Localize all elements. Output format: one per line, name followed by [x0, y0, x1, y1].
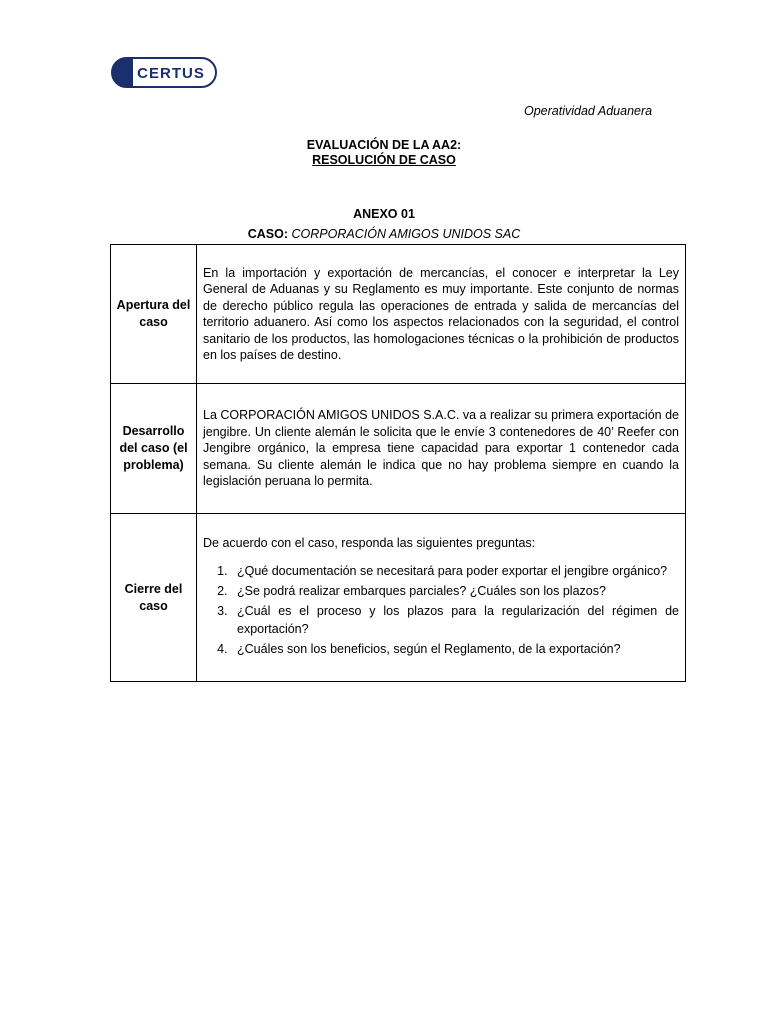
row-text-desarrollo	[197, 384, 686, 514]
logo-text: CERTUS	[137, 65, 205, 82]
case-label: CASO:	[247, 227, 289, 241]
resolution-subtitle: RESOLUCIÓN DE CASO	[312, 153, 456, 167]
questions-intro: De acuerdo con el caso, responda las siguientes preguntas:	[203, 536, 536, 551]
question-item: 3. ¿Cuál es el proceso y los plazos para la regularización del régimen de exportación?	[231, 602, 679, 638]
certus-logo	[111, 57, 217, 88]
question-item: 1. ¿Qué documentación se necesitará para poder exportar el jengibre orgánico?	[231, 562, 679, 580]
case-name: CORPORACIÓN AMIGOS UNIDOS SAC	[291, 227, 521, 241]
apertura-paragraph: En la importación y exportación de mercancías, el conocer e interpretar la Ley General de Aduanas y su Reglamento es muy importante. Este conjunto de normas de derecho público regula las operaciones de entrada y salida de mercancías del territorio aduanero. Así como los aspectos relacionados con la seguridad, el control sanitario de los productos, las homologaciones técnicas o la prohibición de productos en los países de destino.	[203, 265, 679, 362]
table-row	[111, 514, 686, 682]
row-text-apertura	[197, 245, 686, 384]
question-item: 4. ¿Cuáles son los beneficios, según el Reglamento, de la exportación?	[231, 640, 679, 658]
row-label-cierre: Cierre del caso	[111, 514, 197, 682]
question-item: 2. ¿Se podrá realizar embarques parciales? ¿Cuáles son los plazos?	[231, 582, 679, 600]
course-name: Operatividad Aduanera	[524, 104, 653, 118]
row-label-apertura: Apertura del caso	[111, 245, 197, 384]
table-row	[111, 245, 686, 384]
case-title	[0, 227, 768, 241]
questions-list	[203, 562, 679, 658]
case-table	[110, 244, 686, 682]
desarrollo-paragraph: La CORPORACIÓN AMIGOS UNIDOS S.A.C. va a realizar su primera exportación de jengibre. Un cliente alemán le solicita que le envíe 3 contenedores de 40’ Reefer con Jengibre orgánico, la empresa tiene capacidad para exportar 1 contenedor cada semana. Su cliente alemán le indica que no hay problema siempre en cuando la legislación peruana lo permita.	[203, 408, 679, 489]
annex-title: ANEXO 01	[353, 207, 415, 221]
row-text-cierre	[197, 514, 686, 682]
table-row	[111, 384, 686, 514]
evaluation-title: EVALUACIÓN DE LA AA2:	[306, 138, 462, 152]
row-label-desarrollo: Desarrollo del caso (el problema)	[111, 384, 197, 514]
